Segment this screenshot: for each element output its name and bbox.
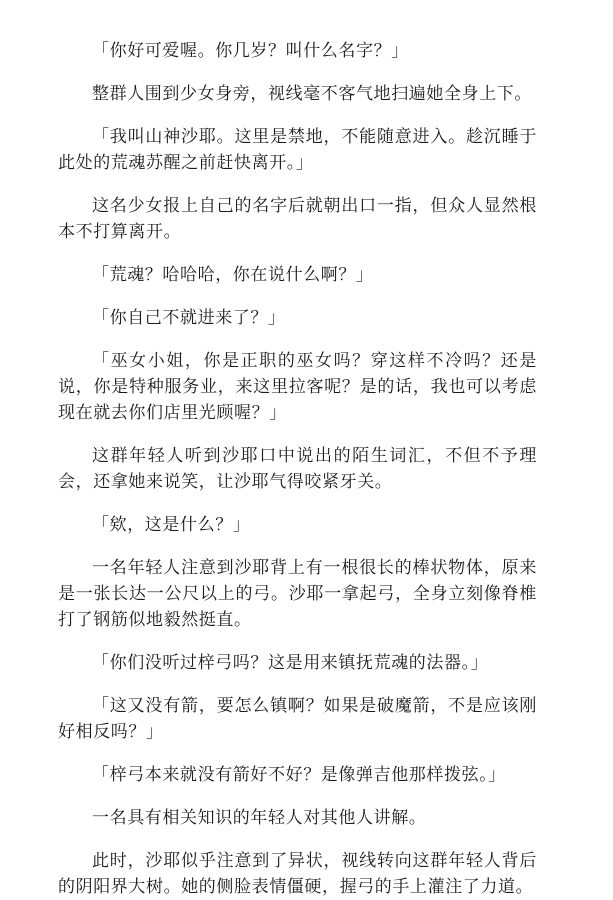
paragraph-12: 「这又没有箭，要怎么镇啊？如果是破魔箭，不是应该刚好相反吗？」 [58, 696, 537, 742]
paragraph-10: 一名年轻人注意到沙耶背上有一根很长的棒状物体，原来是一张长达一公尺以上的弓。沙耶一拿起弓，全身立刻像脊椎打了钢筋似地毅然挺直。 [58, 558, 537, 630]
paragraph-5: 「荒魂？哈哈哈，你在说什么啊？」 [92, 265, 374, 285]
paragraph-4: 这名少女报上自己的名字后就朝出口一指，但众人显然根本不打算离开。 [58, 196, 537, 242]
paragraph-15: 此时，沙耶似乎注意到了异状，视线转向这群年轻人背后的阴阳界大树。她的侧脸表情僵硬，握弓的手上灌注了力道。 [58, 851, 537, 897]
paragraph-3: 「我叫山神沙耶。这里是禁地，不能随意进入。趁沉睡于此处的荒魂苏醒之前赶快离开。」 [58, 127, 537, 173]
paragraph-8: 这群年轻人听到沙耶口中说出的陌生词汇，不但不予理会，还拿她来说笑，让沙耶气得咬紧牙关。 [58, 446, 537, 492]
paragraph-11: 「你们没听过梓弓吗？这是用来镇抚荒魂的法器。」 [92, 653, 489, 673]
paragraph-9: 「欸，这是什么？」 [92, 515, 251, 535]
paragraph-1: 「你好可爱喔。你几岁？叫什么名字？」 [92, 41, 409, 61]
paragraph-14: 一名具有相关知识的年轻人对其他人讲解。 [92, 808, 427, 828]
paragraph-6: 「你自己不就进来了？」 [92, 308, 286, 328]
paragraph-7: 「巫女小姐，你是正职的巫女吗？穿这样不冷吗？还是说，你是特种服务业，来这里拉客呢？是的话，我也可以考虑现在就去你们店里光顾喔？」 [58, 351, 537, 423]
paragraph-2: 整群人围到少女身旁，视线毫不客气地扫遍她全身上下。 [92, 84, 532, 104]
paragraph-13: 「梓弓本来就没有箭好不好？是像弹吉他那样拨弦。」 [92, 765, 506, 785]
